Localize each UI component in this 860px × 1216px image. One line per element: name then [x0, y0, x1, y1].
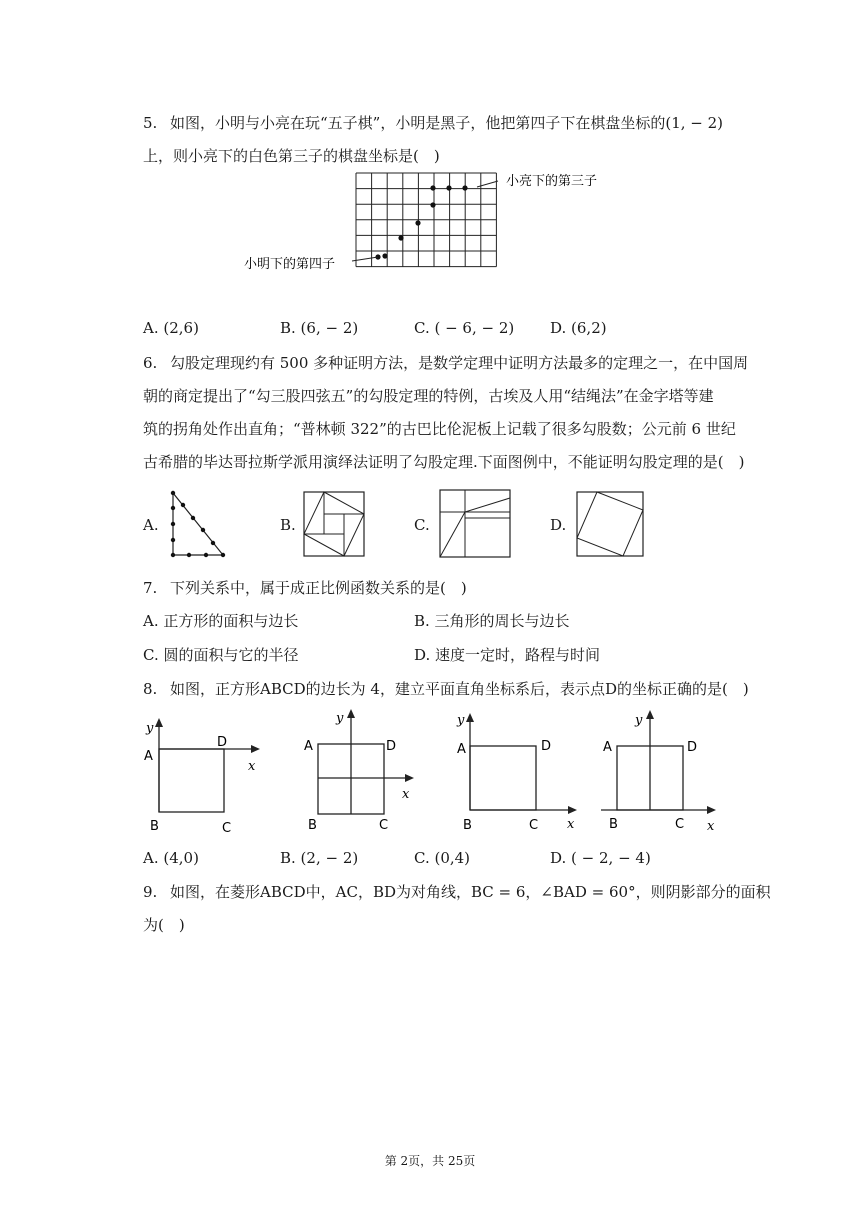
q5-option-b[interactable]: B. (6, − 2) [280, 319, 359, 337]
axis-y-label: y [457, 713, 465, 728]
axis-x-label: x [567, 817, 575, 832]
go-stone [382, 253, 387, 258]
q6-option-a-label[interactable]: A. [143, 516, 159, 534]
point-a-label: A [603, 740, 612, 755]
q6-option-c-label[interactable]: C. [414, 516, 430, 534]
q7-number: 7. [143, 579, 158, 597]
go-stone [462, 185, 467, 190]
point-d-label: D [541, 739, 552, 754]
q5-option-a[interactable]: A. (2,6) [143, 319, 199, 337]
q5-label-ming: 小明下的第四子 [244, 257, 336, 272]
q6-line4: 古希腊的毕达哥拉斯学派用演绎法证明了勾股定理.下面图例中，不能证明勾股定理的是( ) [143, 453, 745, 471]
q8-figure-c [455, 708, 585, 838]
point-b-label: B [308, 818, 317, 833]
q6-option-d-square-figure [575, 490, 647, 560]
q9-line2: 为( ) [143, 916, 185, 934]
q7-option-d[interactable]: D. 速度一定时，路程与时间 [414, 646, 601, 664]
page-footer: 第 2页，共 25页 [384, 1154, 476, 1168]
q7-text: 下列关系中，属于成正比例函数关系的是( ) [170, 579, 467, 597]
q6-option-c-grid-figure [438, 488, 513, 560]
point-d-label: D [217, 735, 228, 750]
q8-number: 8. [143, 680, 158, 698]
q9-text: 如图，在菱形ABCD中，AC，BD为对角线，BC = 6，∠BAD = 60°，则阴影部分的面积 [170, 883, 771, 901]
q6-line3: 筑的拐角处作出直角；“普林顿 322”的古巴比伦泥板上记载了很多勾股数；公元前 6 世纪 [143, 420, 736, 438]
go-stone [446, 185, 451, 190]
q7-option-c[interactable]: C. 圆的面积与它的半径 [143, 646, 299, 664]
q6-text: 勾股定理现约有 500 多种证明方法，是数学定理中证明方法最多的定理之一，在中国周 [170, 354, 749, 372]
point-d-label: D [386, 739, 397, 754]
q5-option-d[interactable]: D. (6,2) [550, 319, 607, 337]
axis-y-label: y [336, 711, 344, 726]
point-c-label: C [529, 818, 539, 833]
point-a-label: A [304, 739, 313, 754]
axis-y-label: y [635, 713, 643, 728]
go-stone [430, 185, 435, 190]
q8-option-a[interactable]: A. (4,0) [143, 849, 199, 867]
q7-option-b[interactable]: B. 三角形的周长与边长 [414, 612, 570, 630]
q6-option-b-square-figure [302, 490, 368, 560]
go-stone [398, 235, 403, 240]
q5-line1 [143, 113, 723, 133]
q6-option-b-label[interactable]: B. [280, 516, 296, 534]
axis-x-label: x [707, 819, 715, 834]
q6-number: 6. [143, 354, 158, 372]
q8-option-c[interactable]: C. (0,4) [414, 849, 471, 867]
q8-text: 如图，正方形ABCD的边长为 4，建立平面直角坐标系后，表示点D的坐标正确的是( ) [170, 680, 749, 698]
axis-y-label: y [146, 721, 154, 736]
q9-number: 9. [143, 883, 158, 901]
q6-line1 [143, 353, 748, 373]
q5-option-c[interactable]: C. ( − 6, − 2) [414, 319, 515, 337]
point-a-label: A [457, 742, 466, 757]
q5-text: 如图，小明与小亮在玩“五子棋”，小明是黑子，他把第四子下在棋盘坐标的(1, − 2) [170, 114, 724, 132]
q8-line [143, 679, 749, 699]
point-a-label: A [144, 749, 153, 764]
point-b-label: B [150, 819, 159, 834]
q8-figure-d [595, 704, 725, 838]
point-b-label: B [463, 818, 472, 833]
point-d-label: D [687, 740, 698, 755]
q8-option-b[interactable]: B. (2, − 2) [280, 849, 359, 867]
q5-go-board-figure [240, 170, 598, 275]
go-stone [430, 202, 435, 207]
point-c-label: C [675, 817, 685, 832]
q6-line2: 朝的商定提出了“勾三股四弦五”的勾股定理的特例，古埃及人用“结绳法”在金字塔等建 [143, 387, 714, 405]
q8-figure-a [140, 712, 270, 842]
q7-line [143, 578, 467, 598]
q5-number: 5. [143, 114, 158, 132]
go-stone [415, 220, 420, 225]
point-c-label: C [379, 818, 389, 833]
q7-option-a[interactable]: A. 正方形的面积与边长 [143, 612, 299, 630]
q8-figure-b [300, 704, 425, 838]
q6-option-a-rope-triangle [165, 490, 230, 560]
q8-option-d[interactable]: D. ( − 2, − 4) [550, 849, 651, 867]
q5-label-liang: 小亮下的第三子 [506, 174, 598, 189]
axis-x-label: x [248, 759, 256, 774]
axis-x-label: x [402, 787, 410, 802]
point-c-label: C [222, 821, 232, 836]
point-b-label: B [609, 817, 618, 832]
q5-line2: 上，则小亮下的白色第三子的棋盘坐标是( ) [143, 147, 440, 165]
q9-line1 [143, 882, 771, 902]
q6-option-d-label[interactable]: D. [550, 516, 567, 534]
